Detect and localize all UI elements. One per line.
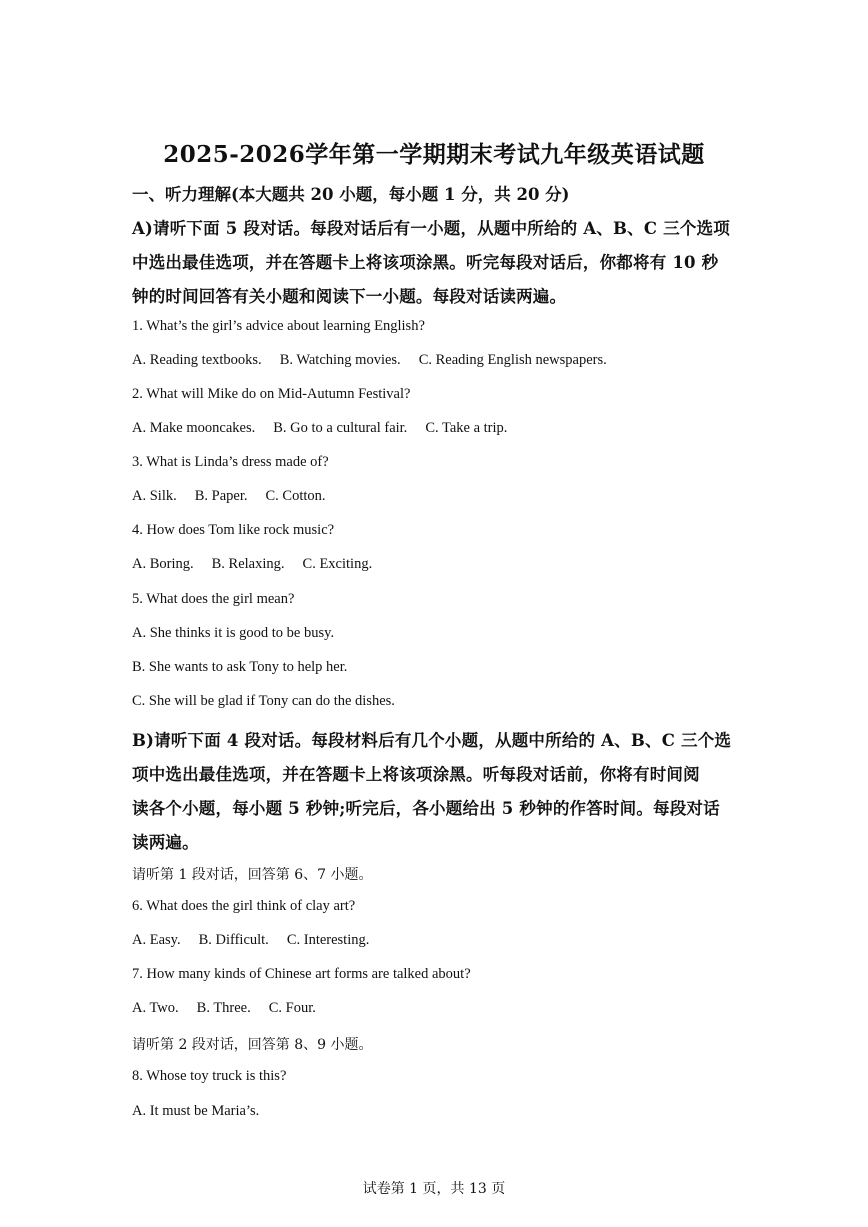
question-8-stem: 8. Whose toy truck is this? [132, 1068, 287, 1084]
section-heading: 一、听力理解(本大题共 20 小题，每小题 1 分，共 20 分) [132, 185, 570, 204]
part-a-instruction-line-3: 钟的时间回答有关小题和阅读下一小题。每段对话读两遍。 [132, 287, 567, 306]
part-b-instruction-line-2: 项中选出最佳选项，并在答题卡上将该项涂黑。听每段对话前，你将有时间阅 [132, 765, 700, 784]
question-4-stem: 4. How does Tom like rock music? [132, 522, 335, 538]
option: A. Make mooncakes. [132, 420, 256, 436]
option: A. Two. [132, 1000, 179, 1016]
dialog-2-note: 请听第 2 段对话，回答第 8、9 小题。 [132, 1037, 373, 1053]
option: C. Cotton. [265, 488, 326, 504]
question-2-options [132, 420, 507, 437]
option: A. Silk. [132, 488, 177, 504]
option: B. Go to a cultural fair. [273, 420, 408, 436]
question-4-options [132, 556, 372, 573]
question-7-stem: 7. How many kinds of Chinese art forms are talked about? [132, 966, 471, 982]
option: C. Take a trip. [425, 420, 508, 436]
part-b-instruction-line-4: 读两遍。 [132, 833, 199, 852]
option: B. Watching movies. [279, 352, 401, 368]
question-7-options [132, 1000, 316, 1017]
part-a-instruction-line-2: 中选出最佳选项，并在答题卡上将该项涂黑。听完每段对话后，你都将有 10 秒 [132, 253, 719, 272]
option: A. Easy. [132, 932, 181, 948]
question-6-options [132, 932, 369, 949]
question-5-stem: 5. What does the girl mean? [132, 591, 295, 607]
question-5-option-a: A. She thinks it is good to be busy. [132, 625, 335, 641]
page-title: 2025-2026学年第一学期期末考试九年级英语试题 [163, 141, 705, 168]
option: C. Reading English newspapers. [418, 352, 607, 368]
question-3-options [132, 488, 326, 505]
page-footer: 试卷第 1 页，共 13 页 [362, 1181, 506, 1197]
dialog-1-note: 请听第 1 段对话，回答第 6、7 小题。 [132, 867, 373, 883]
part-b-instruction-line-3: 读各个小题，每小题 5 秒钟;听完后，各小题给出 5 秒钟的作答时间。每段对话 [132, 799, 720, 818]
question-1-options [132, 352, 607, 369]
option: B. Paper. [194, 488, 248, 504]
option: A. Boring. [132, 556, 194, 572]
question-5-option-b: B. She wants to ask Tony to help her. [132, 659, 348, 675]
option: C. Four. [268, 1000, 316, 1016]
question-3-stem: 3. What is Linda’s dress made of? [132, 454, 329, 470]
question-2-stem: 2. What will Mike do on Mid-Autumn Festival? [132, 386, 411, 402]
part-a-instruction-line-1: A)请听下面 5 段对话。每段对话后有一小题，从题中所给的 A、B、C 三个选项 [132, 219, 730, 238]
option: C. Interesting. [286, 932, 370, 948]
option: B. Relaxing. [211, 556, 285, 572]
question-5-option-c: C. She will be glad if Tony can do the dishes. [132, 693, 395, 709]
option: B. Three. [196, 1000, 251, 1016]
question-8-option-a: A. It must be Maria’s. [132, 1103, 260, 1119]
question-6-stem: 6. What does the girl think of clay art? [132, 898, 356, 914]
part-b-instruction-line-1: B)请听下面 4 段对话。每段材料后有几个小题，从题中所给的 A、B、C 三个选 [132, 731, 732, 750]
question-1-stem: 1. What’s the girl’s advice about learning English? [132, 318, 425, 334]
option: C. Exciting. [302, 556, 373, 572]
option: A. Reading textbooks. [132, 352, 262, 368]
option: B. Difficult. [198, 932, 269, 948]
